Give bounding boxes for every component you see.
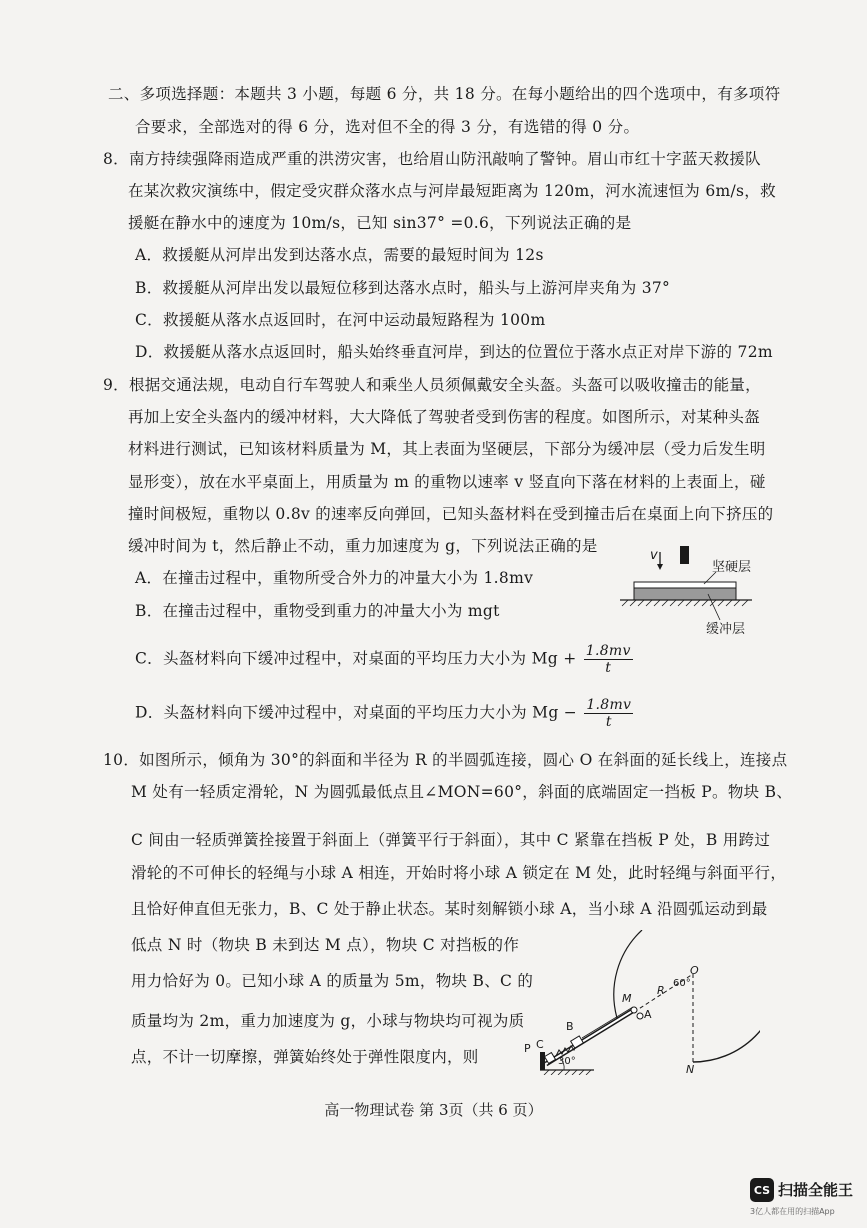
q9-stem: 9．根据交通法规，电动自行车驾驶人和乘坐人员须佩戴安全头盔。头盔可以吸收撞击的能量，	[103, 376, 761, 394]
scanner-logo-icon: CS	[750, 1178, 774, 1202]
label-A: A	[644, 1008, 652, 1021]
fraction-denominator: t	[605, 660, 612, 676]
q9-stem: 显形变），放在水平桌面上，用质量为 m 的重物以速率 v 竖直向下落在材料的上表面上，碰	[128, 473, 766, 491]
velocity-label: v	[650, 548, 658, 563]
fraction	[584, 697, 633, 730]
label-N: N	[686, 1063, 695, 1076]
q9-option-c	[135, 643, 633, 676]
hard-layer-label: 坚硬层	[712, 560, 752, 575]
semicircle-arc	[693, 930, 760, 1062]
q9-option-d-text: D．头盔材料向下缓冲过程中，对桌面的平均压力大小为 Mg −	[135, 703, 578, 722]
rope	[582, 1007, 633, 1038]
page-footer: 高一物理试卷 第 3页（共 6 页）	[324, 1101, 543, 1119]
q9-stem: 再加上安全头盔内的缓冲材料，大大降低了驾驶者受到伤害的程度。如图所示，对某种头盔	[128, 408, 761, 426]
helmet-test-figure	[612, 540, 762, 640]
ground-hatch	[544, 1070, 591, 1075]
incline-semicircle-figure	[520, 930, 760, 1075]
scanner-watermark	[750, 1176, 860, 1222]
section-heading-cont: 合要求，全部选对的得 6 分，选对但不全的得 3 分，有选错的得 0 分。	[135, 118, 640, 136]
q9-stem: 材料进行测试，已知该材料质量为 M，其上表面为坚硬层，下部分为缓冲层（受力后发生明	[128, 440, 766, 458]
buffer-layer-label: 缓冲层	[706, 622, 746, 637]
q9-option-d	[135, 697, 633, 730]
hard-layer	[634, 582, 736, 588]
q8-option-b: B．救援艇从河岸出发以最短位移到达落水点时，船头与上游河岸夹角为 37°	[135, 279, 671, 297]
label-M: M	[622, 992, 632, 1005]
buffer-layer	[634, 588, 736, 600]
q10-stem: C 间由一轻质弹簧拴接置于斜面上（弹簧平行于斜面），其中 C 紧靠在挡板 P 处，B 用跨过	[131, 831, 771, 849]
q10-stem: 10．如图所示，倾角为 30°的斜面和半径为 R 的半圆弧连接，圆心 O 在斜面的延长线上，连接点	[103, 751, 788, 769]
velocity-arrowhead	[657, 564, 663, 570]
q8-option-c: C．救援艇从落水点返回时，在河中运动最短路程为 100m	[135, 311, 546, 329]
q10-stem: 用力恰好为 0。已知小球 A 的质量为 5m，物块 B、C 的	[131, 972, 534, 990]
scanner-tagline: 3亿人都在用的扫描App	[750, 1207, 835, 1216]
section-heading: 二、多项选择题：本题共 3 小题，每题 6 分，共 18 分。在每小题给出的四个选项中，有多项符	[108, 85, 781, 103]
q10-stem: 滑轮的不可伸长的轻绳与小球 A 相连，开始时将小球 A 锁定在 M 处，此时轻绳与斜面平行，	[131, 864, 787, 882]
q9-stem: 缓冲时间为 t，然后静止不动，重力加速度为 g，下列说法正确的是	[128, 537, 598, 555]
label-B: B	[566, 1020, 574, 1033]
q10-stem: 质量均为 2m，重力加速度为 g，小球与物块均可视为质	[131, 1012, 525, 1030]
q8-option-d: D．救援艇从落水点返回时，船头始终垂直河岸，到达的位置位于落水点正对岸下游的 72m	[135, 343, 773, 361]
incline-semicircle-diagram	[520, 930, 760, 1075]
label-R: R	[657, 984, 665, 997]
pulley-M	[631, 1007, 637, 1013]
label-P: P	[524, 1042, 531, 1055]
q9-stem: 撞时间极短，重物以 0.8v 的速率反向弹回，已知头盔材料在受到撞击后在桌面上向下挤压的	[128, 505, 774, 523]
q8-option-a: A．救援艇从河岸出发到达落水点，需要的最短时间为 12s	[135, 246, 544, 264]
q9-option-b: B．在撞击过程中，重物受到重力的冲量大小为 mgt	[135, 602, 500, 620]
fraction-numerator: 1.8mv	[585, 643, 631, 659]
q9-option-a: A．在撞击过程中，重物所受合外力的冲量大小为 1.8mv	[135, 569, 534, 587]
q10-stem: 点，不计一切摩擦，弹簧始终处于弹性限度内，则	[131, 1048, 479, 1066]
weight-block	[680, 546, 689, 564]
fraction	[584, 643, 633, 676]
q9-option-c-text: C．头盔材料向下缓冲过程中，对桌面的平均压力大小为 Mg +	[135, 649, 577, 668]
label-C: C	[536, 1038, 544, 1051]
q10-stem: 且恰好伸直但无张力，B、C 处于静止状态。某时刻解锁小球 A，当小球 A 沿圆弧运动到最	[131, 900, 768, 918]
fraction-denominator: t	[605, 714, 612, 730]
q8-stem: 援艇在静水中的速度为 10m/s，已知 sin37° =0.6，下列说法正确的是	[128, 214, 632, 232]
scanner-app-name: 扫描全能王	[778, 1181, 854, 1199]
q8-stem: 在某次救灾演练中，假定受灾群众落水点与河岸最短距离为 120m，河水流速恒为 6m/s，救	[128, 182, 776, 200]
label-60deg: 60°	[673, 978, 691, 989]
ball-A	[637, 1013, 643, 1019]
label-O: O	[690, 964, 699, 977]
q10-stem: 低点 N 时（物块 B 未到达 M 点），物块 C 对挡板的作	[131, 936, 520, 954]
fraction-numerator: 1.8mv	[586, 697, 632, 713]
q8-stem: 8．南方持续强降雨造成严重的洪涝灾害，也给眉山防汛敲响了警钟。眉山市红十字蓝天救援队	[103, 150, 761, 168]
label-30deg: 30°	[558, 1056, 576, 1067]
table-hatch	[622, 600, 748, 606]
q10-stem: M 处有一轻质定滑轮，N 为圆弧最低点且∠MON=60°，斜面的底端固定一挡板 P。物块 B、	[131, 783, 793, 801]
plate-P	[540, 1052, 545, 1070]
